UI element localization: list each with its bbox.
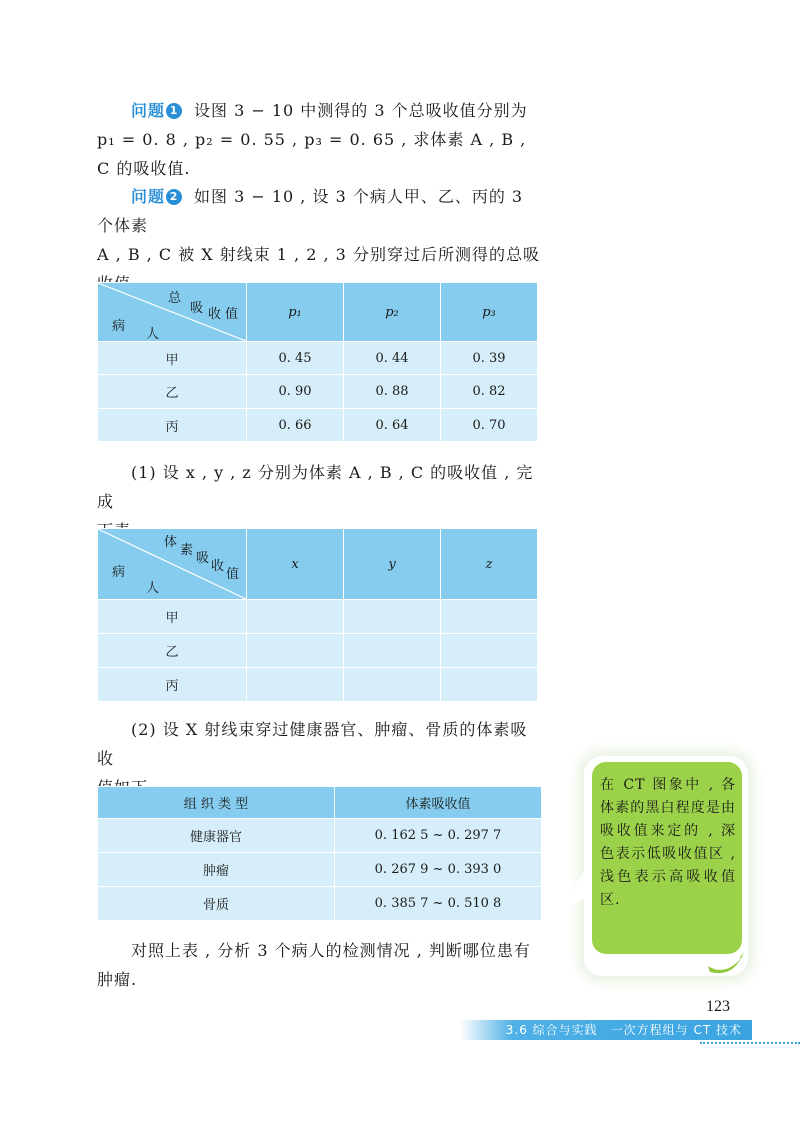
empty-cell [344, 634, 441, 668]
problem-1-line-2: p₁ = 0. 8 , p₂ = 0. 55 , p₃ = 0. 65 , 求体素 A , B , C 的吸收值. [97, 130, 527, 178]
patient-cell: 丙 [98, 409, 247, 442]
value-cell: 0. 70 [441, 409, 538, 442]
problem-1-line-1 [97, 96, 542, 125]
value-cell: 0. 82 [441, 375, 538, 409]
table-row [98, 375, 538, 409]
patient-cell: 乙 [98, 375, 247, 409]
corner-top-char: 总 [168, 291, 182, 306]
empty-cell [344, 668, 441, 702]
column-header: x [247, 529, 344, 600]
value-cell: 0. 88 [344, 375, 441, 409]
table-corner-header [98, 529, 247, 600]
empty-cell [247, 668, 344, 702]
corner-bottom-char: 病 [112, 565, 126, 580]
empty-cell [441, 668, 538, 702]
sidebar-note-text: 在 CT 图象中 , 各体素的黑白程度是由吸收值来定的 , 深色表示低吸收值区 , 浅色表示高吸收值区. [600, 777, 736, 908]
corner-top-char: 收 [211, 559, 225, 574]
patient-cell: 甲 [98, 600, 247, 634]
tissue-absorption-table [97, 786, 542, 921]
table-row [98, 634, 538, 668]
patient-cell: 乙 [98, 634, 247, 668]
value-cell: 0. 39 [441, 342, 538, 375]
table-row [98, 600, 538, 634]
empty-cell [441, 600, 538, 634]
conclusion-line-2: 肿瘤. [97, 970, 138, 989]
table-row [98, 853, 542, 887]
page-number: 123 [706, 998, 730, 1015]
problem-number-badge: 2 [166, 189, 182, 205]
absorption-total-table [97, 282, 538, 442]
value-cell: 0. 66 [247, 409, 344, 442]
value-cell: 0. 45 [247, 342, 344, 375]
problem-2-line-2: A , B , C 被 X 射线束 1 , 2 , 3 分别穿过后所测得的总吸 [97, 245, 540, 264]
empty-cell [247, 600, 344, 634]
swoosh-decoration-icon [704, 948, 748, 980]
corner-top-char: 值 [226, 567, 240, 582]
tissue-cell: 肿瘤 [98, 853, 335, 887]
problem-1 [97, 96, 542, 183]
tissue-cell: 健康器官 [98, 819, 335, 853]
problem-2-line-1 [97, 182, 542, 240]
corner-top-char: 吸 [190, 301, 204, 316]
corner-bottom-char: 人 [146, 581, 160, 596]
section-footer: 3.6 综合与实践 一次方程组与 CT 技术 [460, 1020, 752, 1040]
column-header: p₁ [247, 283, 344, 342]
value-cell: 0. 90 [247, 375, 344, 409]
value-cell: 0. 44 [344, 342, 441, 375]
corner-top-char: 值 [225, 307, 239, 322]
problem-number-badge: 1 [166, 103, 182, 119]
tissue-cell: 骨质 [98, 887, 335, 921]
empty-cell [247, 634, 344, 668]
problem-label: 问题 [131, 187, 166, 206]
table-row [98, 409, 538, 442]
column-header: p₃ [441, 283, 538, 342]
range-cell: 0. 162 5 ~ 0. 297 7 [335, 819, 542, 853]
corner-top-char: 吸 [196, 551, 210, 566]
voxel-absorption-table [97, 528, 538, 702]
corner-bottom-char: 病 [112, 319, 126, 334]
empty-cell [344, 600, 441, 634]
problem-label: 问题 [131, 101, 166, 120]
part-1-line-1: (1) 设 x , y , z 分别为体素 A , B , C 的吸收值 , 完成 [97, 463, 534, 511]
patient-cell: 丙 [98, 668, 247, 702]
column-header: y [344, 529, 441, 600]
range-cell: 0. 385 7 ~ 0. 510 8 [335, 887, 542, 921]
range-cell: 0. 267 9 ~ 0. 393 0 [335, 853, 542, 887]
corner-bottom-char: 人 [146, 327, 160, 342]
table-corner-header [98, 283, 247, 342]
empty-cell [441, 634, 538, 668]
problem-2-text: 如图 3 − 10 , 设 3 个病人甲、乙、丙的 3 个体素 [97, 187, 524, 235]
table-row [98, 887, 542, 921]
column-header: 体素吸收值 [335, 787, 542, 819]
table-row [98, 819, 542, 853]
corner-top-char: 收 [208, 307, 222, 322]
patient-cell: 甲 [98, 342, 247, 375]
column-header: z [441, 529, 538, 600]
footer-dotted-line [700, 1042, 800, 1044]
corner-top-char: 体 [164, 535, 178, 550]
conclusion-line-1: 对照上表 , 分析 3 个病人的检测情况 , 判断哪位患有 [131, 941, 531, 960]
corner-top-char: 素 [180, 543, 194, 558]
value-cell: 0. 64 [344, 409, 441, 442]
problem-1-text: 设图 3 − 10 中测得的 3 个总吸收值分别为 [194, 101, 528, 120]
table-row [98, 668, 538, 702]
column-header: p₂ [344, 283, 441, 342]
table-row [98, 342, 538, 375]
part-2-line-1: (2) 设 X 射线束穿过健康器官、肿瘤、骨质的体素吸收 [97, 720, 528, 768]
column-header: 组 织 类 型 [98, 787, 335, 819]
conclusion [97, 936, 542, 994]
